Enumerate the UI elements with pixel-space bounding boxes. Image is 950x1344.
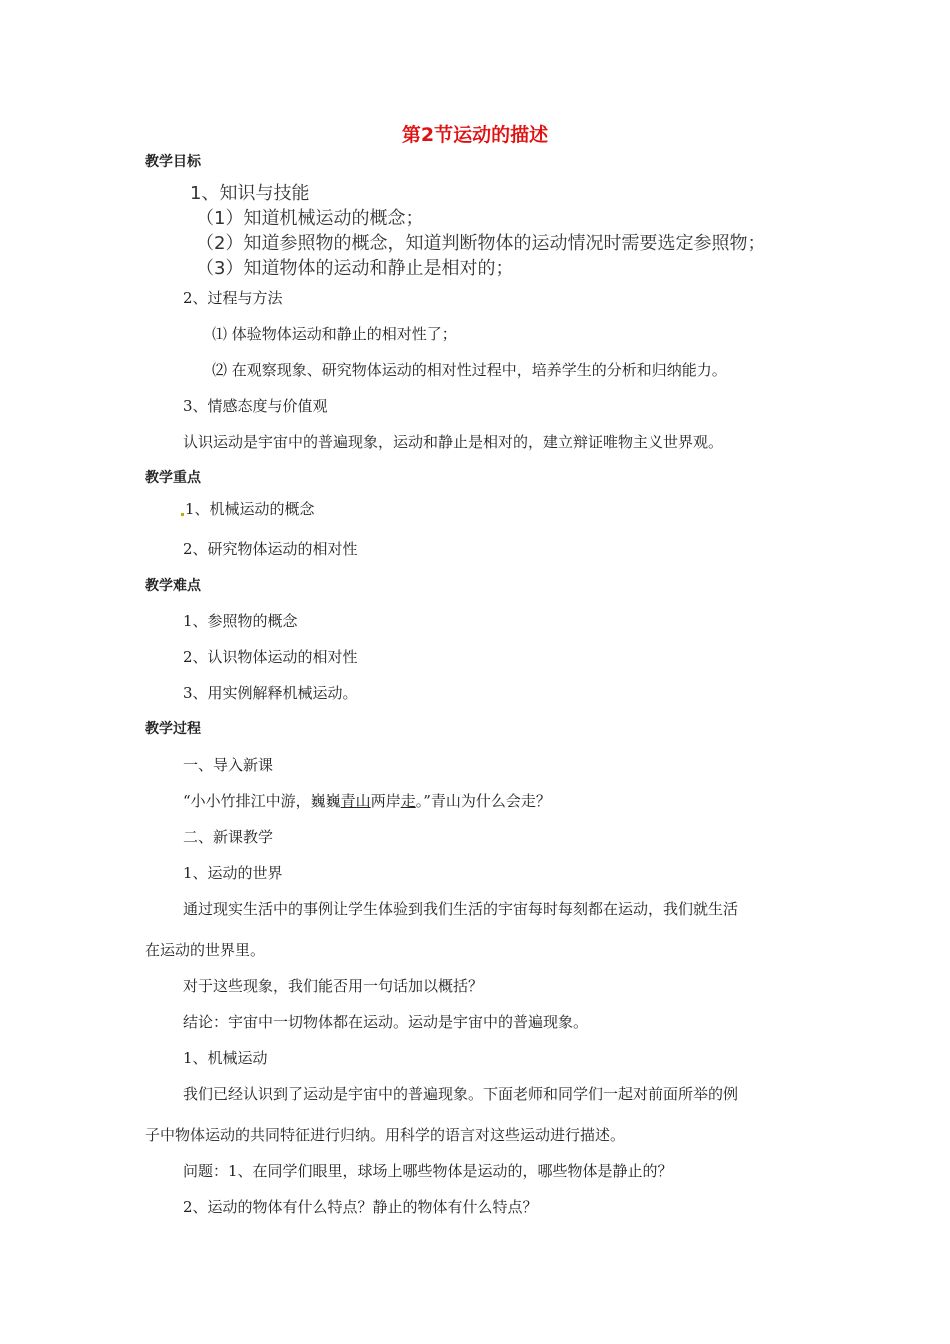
process-new-lesson: 二、新课教学 bbox=[183, 828, 274, 846]
subsection-world: 1、运动的世界 bbox=[183, 864, 283, 882]
quote-underlined: 走 bbox=[400, 792, 416, 810]
goal-process: 2、过程与方法 bbox=[183, 289, 283, 307]
goal-process-item-2: ⑵ 在观察现象、研究物体运动的相对性过程中，培养学生的分析和归纳能力。 bbox=[212, 361, 727, 379]
goal-process-item-1: ⑴ 体验物体运动和静止的相对性了； bbox=[212, 325, 457, 343]
goal-knowledge-item-1: （1）知道机械运动的概念； bbox=[196, 208, 424, 229]
quote-part: 。”青山为什么会走？ bbox=[415, 792, 551, 810]
poem-quote bbox=[183, 791, 551, 811]
goal-attitude: 3、情感态度与价值观 bbox=[183, 397, 328, 415]
quote-part: 两岸 bbox=[370, 792, 401, 810]
goal-knowledge-item-2: （2）知道参照物的概念，知道判断物体的运动情况时需要选定参照物； bbox=[196, 233, 766, 254]
key-item-1-text: 1、机械运动的概念 bbox=[185, 500, 315, 518]
subsection-mechanical: 1、机械运动 bbox=[183, 1049, 268, 1067]
section-heading-process: 教学过程 bbox=[145, 721, 201, 737]
quote-underlined: 青山 bbox=[340, 792, 371, 810]
key-item-1 bbox=[180, 499, 315, 519]
process-intro: 一、导入新课 bbox=[183, 756, 274, 774]
key-item-2: 2、研究物体运动的相对性 bbox=[183, 540, 358, 558]
conclusion: 结论：宇宙中一切物体都在运动。运动是宇宙中的普遍现象。 bbox=[183, 1013, 589, 1031]
paragraph-1-line-1: 通过现实生活中的事例让学生体验到我们生活的宇宙每时每刻都在运动，我们就生活 bbox=[183, 900, 739, 918]
section-heading-difficult: 教学难点 bbox=[145, 578, 201, 594]
difficult-item-1: 1、参照物的概念 bbox=[183, 612, 298, 630]
difficult-item-2: 2、认识物体运动的相对性 bbox=[183, 648, 358, 666]
goal-knowledge-item-3: （3）知道物体的运动和静止是相对的； bbox=[196, 258, 514, 279]
section-heading-goals: 教学目标 bbox=[145, 154, 201, 170]
paragraph-2-line-2: 子中物体运动的共同特征进行归纳。用科学的语言对这些运动进行描述。 bbox=[145, 1126, 626, 1144]
page-title: 第2节运动的描述 bbox=[401, 124, 549, 146]
question-1: 对于这些现象，我们能否用一句话加以概括？ bbox=[183, 977, 484, 995]
question-3: 2、运动的物体有什么特点？静止的物体有什么特点？ bbox=[183, 1198, 538, 1216]
section-heading-key: 教学重点 bbox=[145, 470, 201, 486]
difficult-item-3: 3、用实例解释机械运动。 bbox=[183, 684, 358, 702]
paragraph-2-line-1: 我们已经认识到了运动是宇宙中的普遍现象。下面老师和同学们一起对前面所举的例 bbox=[183, 1085, 739, 1103]
question-2: 问题：1、在同学们眼里，球场上哪些物体是运动的，哪些物体是静止的？ bbox=[183, 1162, 673, 1180]
goal-knowledge: 1、知识与技能 bbox=[190, 183, 310, 204]
goal-attitude-text: 认识运动是宇宙中的普遍现象，运动和静止是相对的，建立辩证唯物主义世界观。 bbox=[183, 433, 724, 451]
mark-dot bbox=[181, 513, 184, 516]
quote-part: “小小竹排江中游，巍巍 bbox=[183, 792, 341, 810]
paragraph-1-line-2: 在运动的世界里。 bbox=[145, 941, 266, 959]
